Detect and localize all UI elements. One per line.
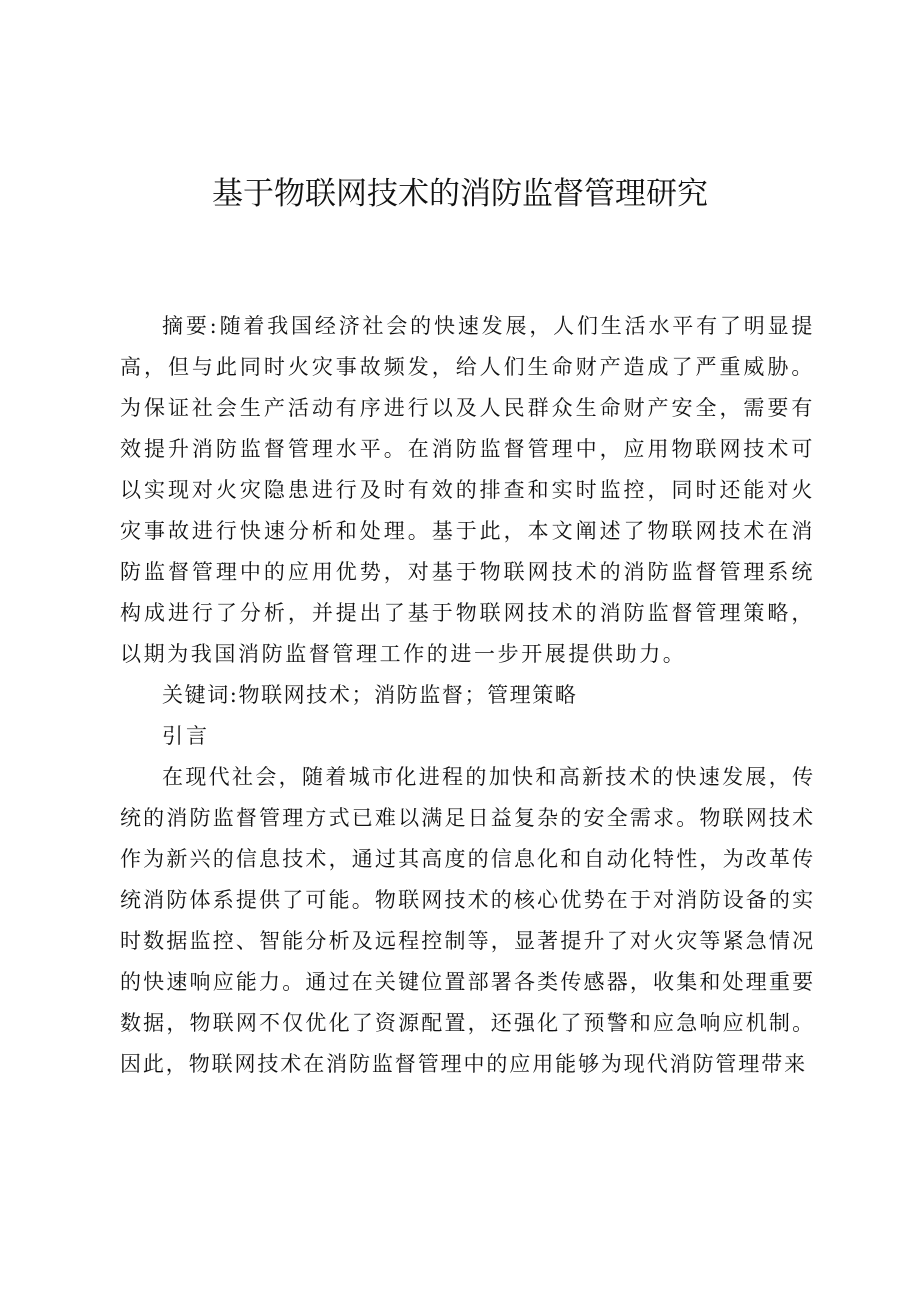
section-heading-introduction: 引言 <box>162 724 210 748</box>
keywords-paragraph <box>120 675 815 716</box>
document-title: 基于物联网技术的消防监督管理研究 <box>212 176 708 212</box>
abstract-label: 摘要: <box>162 314 220 338</box>
introduction-paragraph: 在现代社会，随着城市化进程的加快和高新技术的快速发展，传统的消防监督管理方式已难以满足日益复杂的安全需求。物联网技术作为新兴的信息技术，通过其高度的信息化和自动化特性，为改革传统消防体系提供了可能。物联网技术的核心优势在于对消防设备的实时数据监控、智能分析及远程控制等，显著提升了对火灾等紧急情况的快速响应能力。通过在关键位置部署各类传感器，收集和处理重要数据，物联网不仅优化了资源配置，还强化了预警和应急响应机制。因此，物联网技术在消防监督管理中的应用能够为现代消防管理带来 <box>120 765 815 1076</box>
keywords-text: 物联网技术；消防监督；管理策略 <box>238 683 578 707</box>
abstract-paragraph <box>120 306 815 675</box>
abstract-text: 随着我国经济社会的快速发展，人们生活水平有了明显提高，但与此同时火灾事故频发，给人们生命财产造成了严重威胁。为保证社会生产活动有序进行以及人民群众生命财产安全，需要有效提升消防监督管理水平。在消防监督管理中，应用物联网技术可以实现对火灾隐患进行及时有效的排查和实时监控，同时还能对火灾事故进行快速分析和处理。基于此，本文阐述了物联网技术在消防监督管理中的应用优势，对基于物联网技术的消防监督管理系统构成进行了分析，并提出了基于物联网技术的消防监督管理策略，以期为我国消防监督管理工作的进一步开展提供助力。 <box>120 314 816 666</box>
document-body <box>120 306 815 1085</box>
keywords-label: 关键词: <box>162 683 239 707</box>
